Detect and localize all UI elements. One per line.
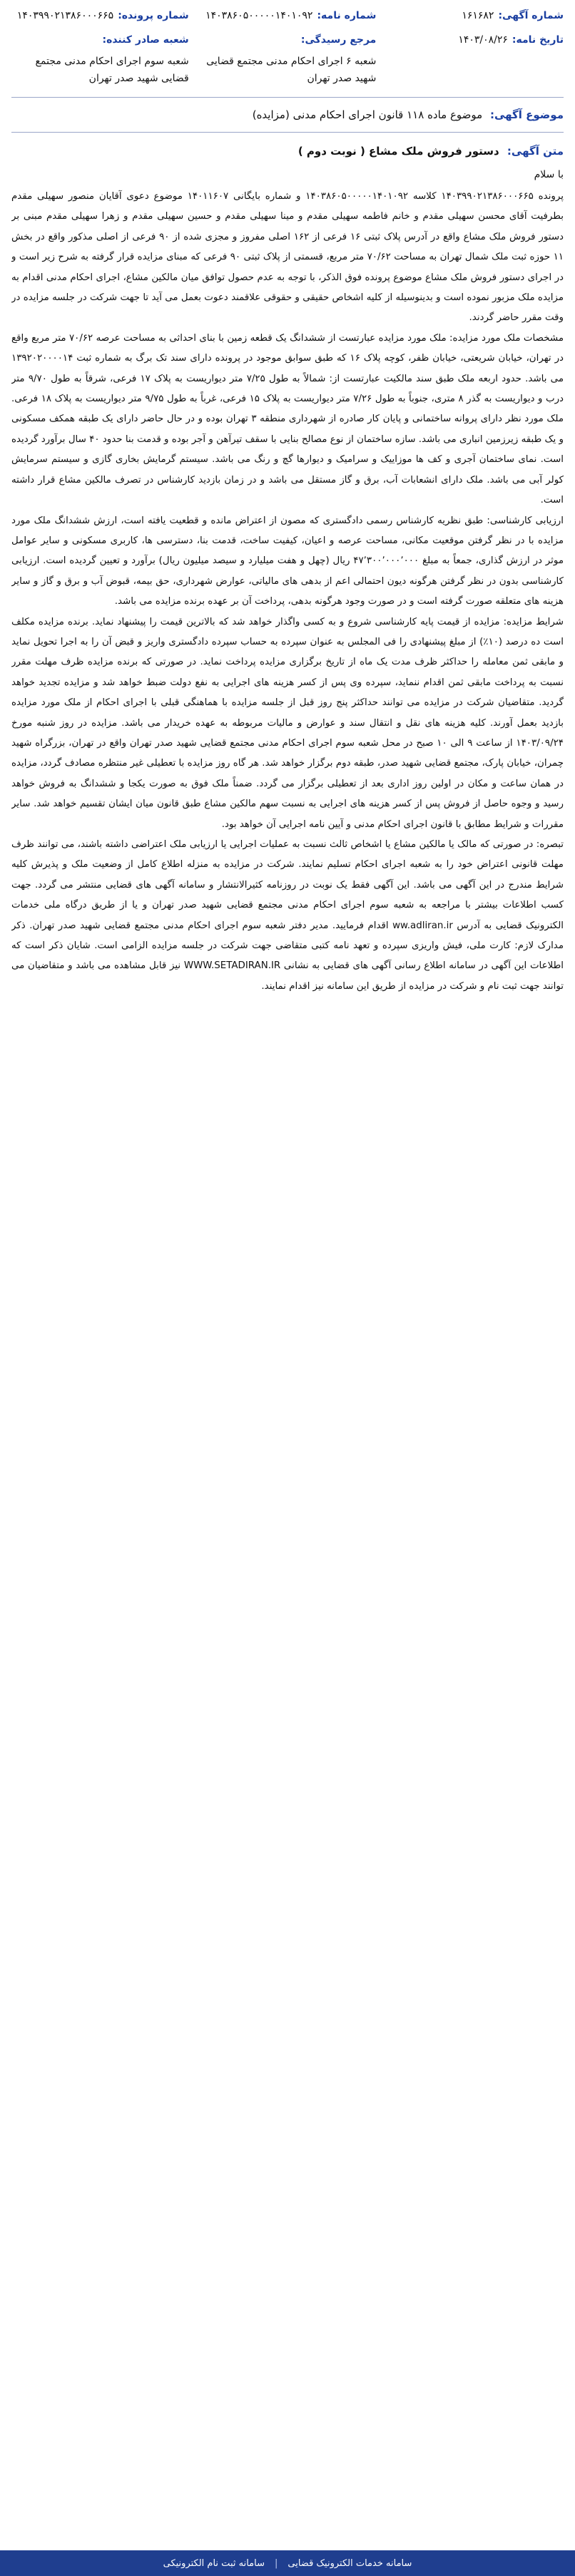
subject-value: موضوع ماده ۱۱۸ قانون اجرای احکام مدنی (مزایده): [252, 108, 483, 121]
subject-label: موضوع آگهی:: [489, 108, 564, 121]
notice-heading: [11, 141, 564, 161]
authority-label: شعبه صادر کننده:: [102, 34, 189, 46]
dept-label: مرجع رسیدگی:: [300, 34, 377, 46]
meta-file-no: [11, 7, 189, 24]
footer-separator: |: [275, 2557, 278, 2569]
dept-value: شعبه ۶ اجرای احکام مدنی مجتمع قضایی شهید صدر تهران: [206, 56, 377, 84]
body-title: دستور فروش ملک مشاع ( نوبت دوم ): [297, 145, 499, 158]
notice-meta: [11, 7, 564, 93]
file-no-label: شماره پرونده:: [118, 10, 189, 21]
letter-no-value: ۱۴۰۳۸۶۰۵۰۰۰۰۰۱۴۰۱۰۹۲: [205, 10, 313, 21]
letter-no-label: شماره نامه:: [317, 10, 377, 21]
meta-authority: [11, 31, 189, 87]
footer-bar: [0, 2550, 575, 2576]
subject-divider: [11, 132, 564, 133]
notice-body: [11, 137, 564, 2550]
meta-notice-id: [386, 7, 564, 24]
footer-left-text[interactable]: سامانه خدمات الکترونیک قضایی: [288, 2557, 412, 2569]
salutation: با سلام: [534, 169, 564, 180]
authority-value: شعبه سوم اجرای احکام مدنی مجتمع قضایی شهید صدر تهران: [35, 56, 189, 84]
notice-id-value: ۱۶۱۶۸۲: [462, 10, 494, 21]
notice-id-label: شماره آگهی:: [498, 10, 564, 21]
notice-subject: [11, 102, 564, 128]
header-divider: [11, 97, 564, 98]
file-no-value: ۱۴۰۳۹۹۰۲۱۳۸۶۰۰۰۶۶۵: [16, 10, 114, 21]
meta-date: [386, 31, 564, 87]
body-paragraph-2: مشخصات ملک مورد مزایده: ملک مورد مزایده عبارتست از ششدانگ یک قطعه زمین با بنای احداثی به مساحت عرصه ۷۰/۶۲ متر مربع واقع در تهران، خیابان شریعتی، خیابان ظفر، کوچه پلاک ۱۶ که طبق سوابق موجود در پرونده دارای سند تک برگ به شماره ثبت ۱۳۹۲۰۲۰۰۰۰۱۴ می باشد. حدود اربعه ملک طبق سند مالکیت عبارتست از: شمالاً به طول ۷/۲۵ متر دیواریست به پلاک ۱۷ فرعی، شرقاً به طول ۹/۷۰ متر درب و دیواریست به گذر ۸ متری، جنوباً به طول ۷/۲۶ متر دیواریست به پلاک ۱۵ فرعی، غرباً به طول ۹/۷۵ متر دیواریست به پلاک ۱۸ فرعی. ملک مورد نظر دارای پروانه ساختمانی و پایان کار صادره از شهرداری منطقه ۳ تهران بوده و در حال حاضر دارای یک طبقه همکف مسکونی و یک طبقه زیرزمین انباری می باشد. سازه ساختمان از نوع مصالح بنایی با سقف تیرآهن و آجر بوده و قدمت بنا حدود ۴۰ سال برآورد گردیده است. نمای ساختمان آجری و کف ها موزاییک و سرامیک و دیوارها گچ و رنگ می باشد. سیستم گرمایش بخاری گازی و سیستم سرمایش کولر آبی می باشد. ملک دارای انشعابات آب، برق و گاز مستقل می باشد و در زمان بازدید کارشناس در تصرف مالکین مشاع قرار داشته است.: [11, 332, 564, 506]
body-paragraph-5: تبصره: در صورتی که مالک یا مالکین مشاع یا اشخاص ثالث نسبت به عملیات اجرایی یا ارزیابی ملک اعتراضی داشته باشند، می توانند ظرف مهلت قانونی اعتراض خود را به شعبه اجرای احکام تسلیم نمایند. شرکت در مزایده به منزله اطلاع کامل از وضعیت ملک و پذیرش کلیه شرایط مندرج در این آگهی می باشد. این آگهی فقط یک نوبت در روزنامه کثیرالانتشار و سامانه آگهی های قضایی منتشر می گردد. جهت کسب اطلاعات بیشتر با مراجعه به شعبه سوم اجرای احکام مدنی مجتمع قضایی شهید صدر تهران و یا از طریق درگاه ملی خدمات الکترونیک قضایی به آدرس ww.adliran.ir اقدام فرمایید. مدیر دفتر شعبه سوم اجرای احکام مدنی مجتمع قضایی شهید صدر تهران. ذکر مدارک لازم: کارت ملی، فیش واریزی سپرده و تعهد نامه کتبی متقاضی جهت شرکت در جلسه مزایده الزامی است. شایان ذکر است که اطلاعات این آگهی در سامانه اطلاع رسانی آگهی های قضایی به نشانی WWW.SETADIRAN.IR نیز قابل مشاهده می باشد و متقاضیان می توانند جهت ثبت نام و شرکت در مزایده از طریق این سامانه نیز اقدام نمایند.: [11, 839, 564, 992]
body-title-label: متن آگهی:: [507, 145, 564, 158]
meta-dept: [199, 31, 377, 87]
body-paragraph-3: ارزیابی کارشناسی: طبق نظریه کارشناس رسمی دادگستری که مصون از اعتراض مانده و قطعیت یافته است، ارزش ششدانگ ملک مورد مزایده با در نظر گرفتن موقعیت مکانی، مساحت عرصه و اعیان، کیفیت ساخت، قدمت بنا، دسترسی ها، کاربری مسکونی و سایر عوامل موثر در ارزش گذاری، جمعاً به مبلغ ۴۷٬۳۰۰٬۰۰۰٬۰۰۰ ریال (چهل و هفت میلیارد و سیصد میلیون ریال) برآورد و تعیین گردیده است. ارزیابی کارشناسی بدون در نظر گرفتن هرگونه دیون احتمالی اعم از بدهی های مالیاتی، عوارض شهرداری، حق بیمه، قبوض آب و برق و گاز و سایر هزینه های متعلقه صورت گرفته است و در صورت وجود هرگونه بدهی، پرداخت آن بر عهده برنده مزایده می باشد.: [11, 515, 564, 607]
meta-letter-no: [199, 7, 377, 24]
footer-right-text[interactable]: سامانه ثبت نام الکترونیکی: [163, 2557, 265, 2569]
body-paragraph-1: پرونده ۱۴۰۳۹۹۰۲۱۳۸۶۰۰۰۶۶۵ کلاسه ۱۴۰۳۸۶۰۵۰۰۰۰۰۱۴۰۱۰۹۲ و شماره بایگانی ۱۴۰۱۱۶۰۷ موضوع دعوی آقایان منصور سهیلی مقدم بطرفیت آقای محسن سهیلی مقدم و خانم فاطمه سهیلی مقدم و مینا سهیلی مقدم و حسین سهیلی مقدم و زهرا سهیلی مقدم مبنی بر دستور فروش ملک مشاع واقع در آدرس پلاک ثبتی ۱۶ فرعی از ۱۶۲ اصلی مفروز و مجزی شده از ۹۰ فرعی از اصلی مذکور واقع در بخش ۱۱ حوزه ثبت ملک شمال تهران به مساحت ۷۰/۶۲ متر مربع، قسمتی از پلاک ثبتی ۹۰ فرعی که مبنای مزایده قرار گرفته به شرح زیر است و در اجرای دستور فروش ملک مشاع موضوع پرونده فوق الذکر، با توجه به عدم حصول توافق میان مالکین مشاع، اجرای احکام مدنی اقدام به مزایده ملک مزبور نموده است و بدینوسیله از کلیه اشخاص حقیقی و حقوقی علاقمند دعوت بعمل می آید تا جهت شرکت در جلسه مزایده در وقت مقرر حاضر گردند.: [11, 191, 564, 324]
date-label: تاریخ نامه:: [512, 34, 564, 46]
date-value: ۱۴۰۳/۰۸/۲۶: [458, 34, 508, 46]
body-paragraph-4: شرایط مزایده: مزایده از قیمت پایه کارشناسی شروع و به کسی واگذار خواهد شد که بالاترین قیمت را پیشنهاد نماید. برنده مزایده مکلف است ده درصد (۱۰٪) از مبلغ پیشنهادی را فی المجلس به عنوان سپرده به حساب سپرده دادگستری واریز و قبض آن را به اجرا تحویل نماید و مابقی ثمن معامله را حداکثر ظرف مدت یک ماه از تاریخ برگزاری مزایده پرداخت نماید. در صورتی که برنده مزایده ظرف مهلت مقرر نسبت به پرداخت مابقی ثمن اقدام ننماید، سپرده وی پس از کسر هزینه های اجرایی به نفع دولت ضبط خواهد شد و مزایده تجدید خواهد گردید. متقاضیان شرکت در مزایده می توانند حداکثر پنج روز قبل از جلسه مزایده با هماهنگی قبلی با اجرای احکام از ملک مورد مزایده بازدید بعمل آورند. کلیه هزینه های نقل و انتقال سند و عوارض و مالیات مربوطه به عهده خریدار می باشد. مزایده در روز شنبه مورخ ۱۴۰۳/۰۹/۲۴ از ساعت ۹ الی ۱۰ صبح در محل شعبه سوم اجرای احکام مدنی مجتمع قضایی شهید صدر تهران واقع در تهران، بزرگراه شهید چمران، خیابان پارک، مجتمع قضایی شهید صدر، طبقه دوم برگزار خواهد شد. هر گاه روز مزایده با تعطیلی غیر منتظره مصادف گردد، مزایده در همان ساعت و مکان در اولین روز اداری بعد از تعطیلی برگزار می گردد. ضمناً ملک فوق به صورت یکجا و ششدانگ به فروش خواهد رسید و وجوه حاصل از فروش پس از کسر هزینه های اجرایی به نسبت سهم مالکین مشاع طبق قانون میان ایشان تقسیم خواهد شد. سایر مقررات و شرایط مطابق با قانون اجرای احکام مدنی و آیین نامه اجرایی آن خواهد بود.: [11, 616, 564, 830]
